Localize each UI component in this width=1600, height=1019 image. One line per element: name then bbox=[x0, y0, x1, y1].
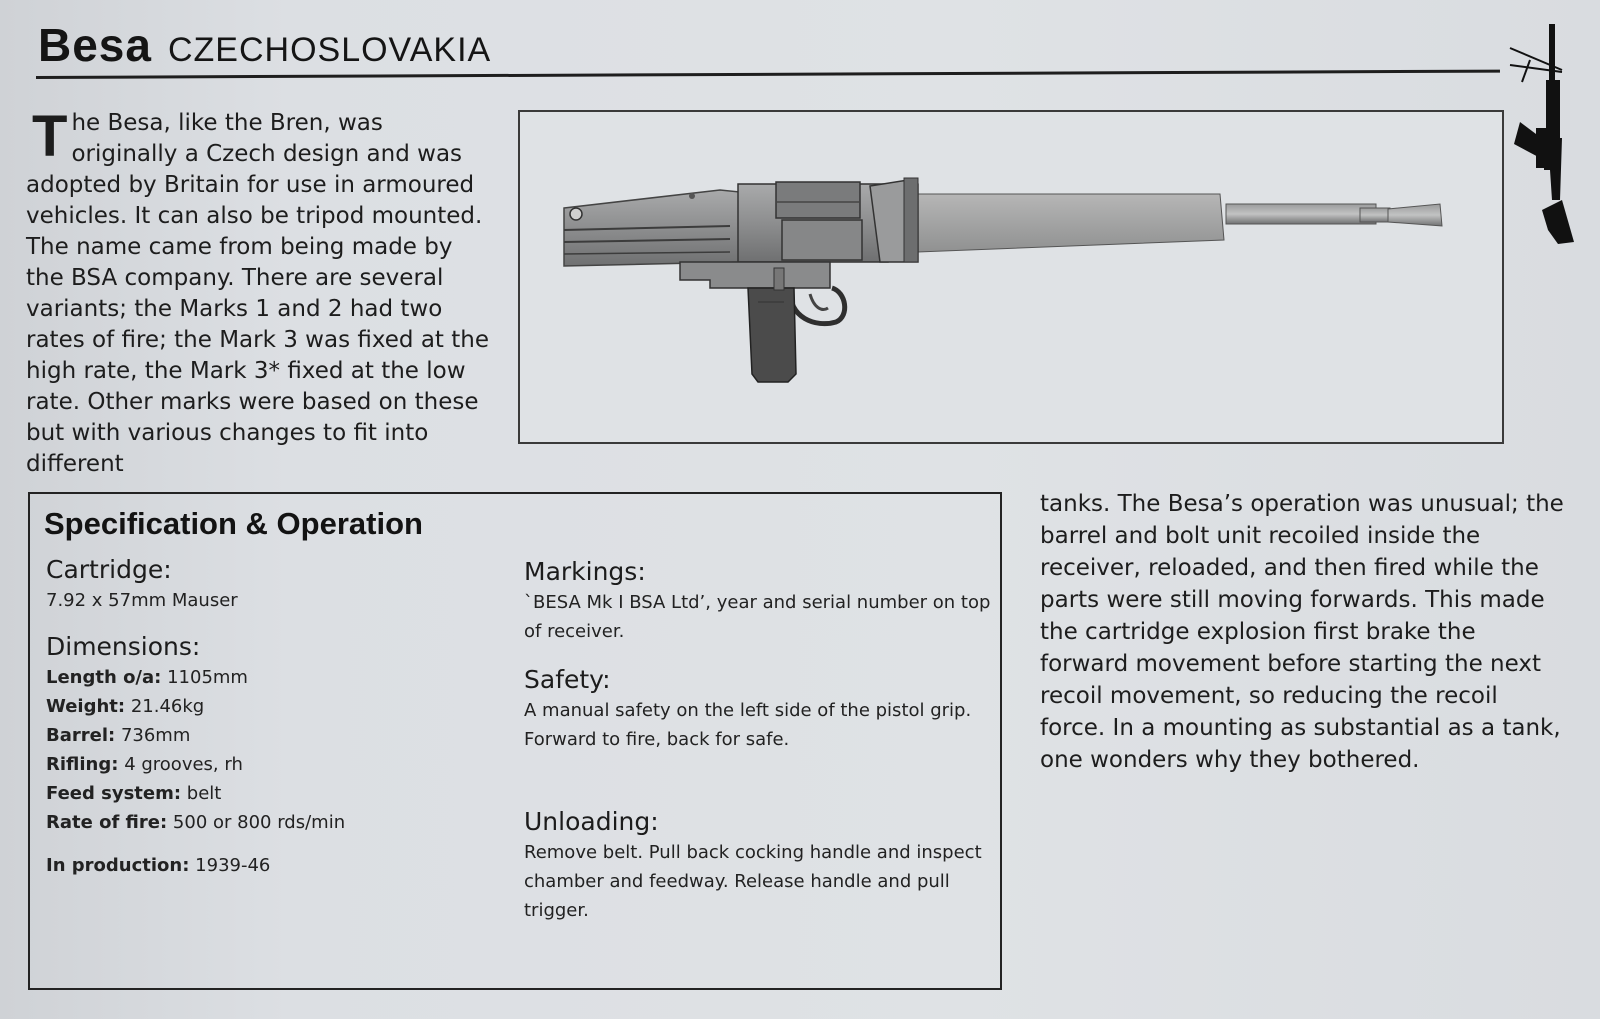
markings-label: Markings: bbox=[524, 557, 646, 586]
markings-value: `BESA Mk I BSA Ltd’, year and serial number on top of receiver. bbox=[524, 592, 991, 642]
dimension-row bbox=[46, 721, 486, 750]
dimension-key: Length o/a: bbox=[46, 667, 162, 688]
dimension-key: Feed system: bbox=[46, 783, 182, 804]
weapon-name: Besa bbox=[38, 19, 152, 71]
dimension-value: belt bbox=[186, 783, 222, 804]
spec-left-column bbox=[46, 554, 486, 880]
spec-right-column bbox=[524, 556, 994, 925]
besa-machine-gun-photo bbox=[520, 112, 1502, 442]
production-value: 1939-46 bbox=[195, 855, 271, 876]
page-title bbox=[38, 18, 491, 72]
dimensions-label: Dimensions: bbox=[46, 632, 201, 661]
drop-cap: T bbox=[32, 104, 68, 169]
dimension-value: 1105mm bbox=[167, 667, 248, 688]
dimension-key: Barrel: bbox=[46, 725, 116, 746]
dimension-row bbox=[46, 750, 486, 779]
spec-heading: Specification & Operation bbox=[44, 506, 423, 541]
dimension-row bbox=[46, 692, 486, 721]
intro-paragraph bbox=[26, 104, 496, 480]
weapon-country: CZECHOSLOVAKIA bbox=[167, 31, 492, 69]
production-key: In production: bbox=[46, 855, 190, 876]
dimension-value: 4 grooves, rh bbox=[124, 754, 243, 775]
dimension-row bbox=[46, 808, 486, 837]
safety-label: Safety: bbox=[524, 665, 611, 694]
dimension-row bbox=[46, 779, 486, 808]
unloading-value: Remove belt. Pull back cocking handle and inspect chamber and feedway. Release handle and pull trigger. bbox=[524, 842, 982, 921]
production-row bbox=[46, 851, 486, 880]
machine-gun-silhouette-icon bbox=[1500, 20, 1590, 250]
dimension-value: 500 or 800 rds/min bbox=[172, 812, 346, 833]
intro-text: he Besa, like the Bren, was originally a Czech design and was adopted by Britain for use in armoured vehicles. It can also be tripod mounted. The name came from being made by the BSA company. There are several variants; the Marks 1 and 2 had two rates of fire; the Mark 3 was fixed at the high rate, the Mark 3* fixed at the low rate. Other marks were based on these but with various changes to fit into different bbox=[26, 110, 489, 477]
dimension-row bbox=[46, 663, 486, 692]
dimension-key: Weight: bbox=[46, 696, 126, 717]
cartridge-label: Cartridge: bbox=[46, 555, 172, 584]
spec-box bbox=[28, 492, 1002, 990]
weapon-photo-frame bbox=[518, 110, 1504, 444]
dimension-key: Rifling: bbox=[46, 754, 119, 775]
dimension-value: 736mm bbox=[120, 725, 191, 746]
cartridge-value: 7.92 x 57mm Mauser bbox=[46, 590, 238, 611]
dimension-key: Rate of fire: bbox=[46, 812, 168, 833]
gun-drawing bbox=[564, 178, 1442, 382]
continuation-paragraph: tanks. The Besa’s operation was unusual; the barrel and bolt unit recoiled inside the receiver, reloaded, and then fired while the parts were still moving forwards. This made the cartridge explosion first brake the forward movement before starting the next recoil movement, so reducing the recoil force. In a mounting as substantial as a tank, one wonders why they bothered. bbox=[1040, 491, 1564, 773]
dimension-value: 21.46kg bbox=[130, 696, 205, 717]
unloading-label: Unloading: bbox=[524, 807, 659, 836]
safety-value: A manual safety on the left side of the pistol grip. Forward to fire, back for safe. bbox=[524, 700, 972, 750]
